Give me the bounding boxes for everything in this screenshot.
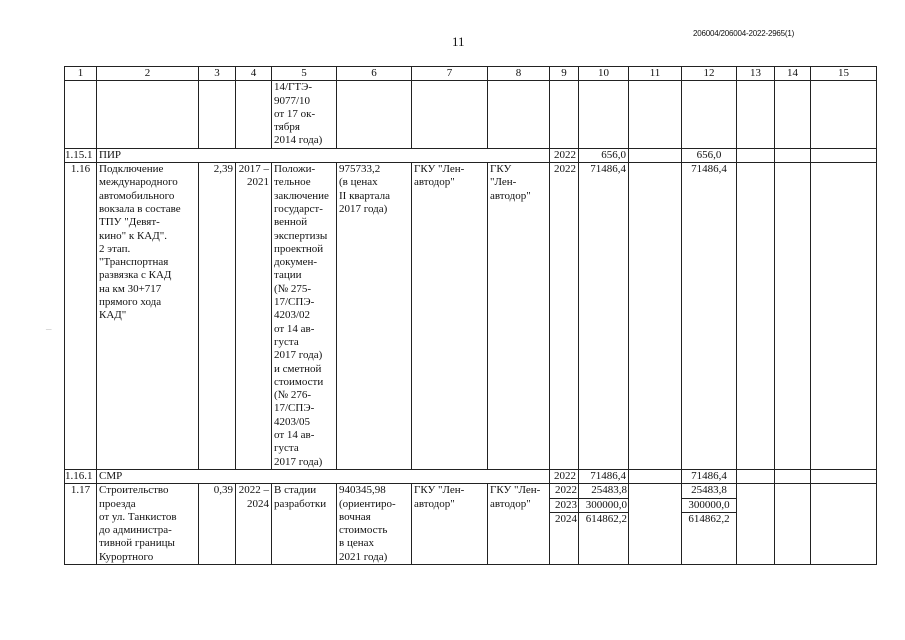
- developer-cell: ГКУ "Лен- автодор": [488, 163, 550, 470]
- amount-cell: 71486,4: [682, 469, 737, 483]
- length-cell: 0,39: [199, 484, 236, 565]
- year-cell: 2024: [555, 512, 577, 525]
- customer-cell: ГКУ "Лен- автодор": [412, 163, 488, 470]
- col-header: 4: [236, 67, 272, 81]
- amount-cell: 25483,8: [579, 484, 628, 498]
- developer-cell: ГКУ "Лен- автодор": [488, 484, 550, 565]
- amount-cell: 656,0: [682, 148, 737, 162]
- col-header: 8: [488, 67, 550, 81]
- amount-column: [682, 484, 737, 565]
- item-number: 1.17: [65, 484, 97, 565]
- col-header: 11: [629, 67, 682, 81]
- amount-cell: 71486,4: [579, 163, 629, 470]
- col-header: 6: [337, 67, 412, 81]
- item-title: Подключение международного автомобильного вокзала в составе ТПУ "Девят- кино" к КАД". 2 этап. "Транспортная развязка с КАД на км 30+717 прямого хода КАД": [97, 163, 199, 470]
- col-header: 13: [737, 67, 775, 81]
- margin-mark: –: [46, 323, 52, 335]
- document-reference: 206004/206004-2022-2965(1): [693, 29, 795, 38]
- amount-cell: 656,0: [579, 148, 629, 162]
- basis-cell: 14/ГТЭ- 9077/10 от 17 ок- тября 2014 года): [272, 81, 337, 148]
- register-table: [64, 66, 877, 565]
- col-header: 2: [97, 67, 199, 81]
- period-cell: 2017 – 2021: [236, 163, 272, 470]
- col-header: 3: [199, 67, 236, 81]
- amount-cell: 614862,2: [585, 512, 627, 525]
- item-number: 1.16.1: [65, 469, 97, 483]
- item-title: СМР: [97, 469, 550, 483]
- amount-cell: 300000,0: [682, 498, 736, 512]
- amount-cell: 614862,2: [688, 512, 730, 525]
- length-cell: 2,39: [199, 163, 236, 470]
- item-number: 1.15.1: [65, 148, 97, 162]
- col-header: 9: [550, 67, 579, 81]
- year-column: [550, 484, 579, 565]
- year-cell: 2022: [550, 163, 579, 470]
- year-cell: 2022: [550, 148, 579, 162]
- year-cell: 2022: [550, 484, 578, 498]
- year-cell: 2023: [550, 498, 578, 512]
- item-title: ПИР: [97, 148, 550, 162]
- table-row-continuation: [65, 81, 877, 148]
- amount-cell: 300000,0: [579, 498, 628, 512]
- table-row-1-16: [65, 163, 877, 470]
- item-number: 1.16: [65, 163, 97, 470]
- period-cell: 2022 – 2024: [236, 484, 272, 565]
- basis-cell: В стадии разработки: [272, 484, 337, 565]
- amount-cell: 71486,4: [579, 469, 629, 483]
- column-number-row: [65, 67, 877, 81]
- col-header: 5: [272, 67, 337, 81]
- year-cell: 2022: [550, 469, 579, 483]
- col-header: 15: [811, 67, 877, 81]
- customer-cell: ГКУ "Лен- автодор": [412, 484, 488, 565]
- cost-cell: 940345,98 (ориентиро- вочная стоимость в ценах 2021 года): [337, 484, 412, 565]
- col-header: 14: [775, 67, 811, 81]
- col-header: 7: [412, 67, 488, 81]
- amount-cell: 71486,4: [682, 163, 737, 470]
- item-title: Строительство проезда от ул. Танкистов до администра- тивной границы Курортного: [97, 484, 199, 565]
- cost-cell: 975733,2 (в ценах II квартала 2017 года): [337, 163, 412, 470]
- col-header: 1: [65, 67, 97, 81]
- col-header: 10: [579, 67, 629, 81]
- amount-column: [579, 484, 629, 565]
- table-row-1-17: [65, 484, 877, 565]
- page-number: 11: [452, 34, 465, 49]
- basis-cell: Положи- тельное заключение государст- венной экспертизы проектной докумен- тации (№ 275- 17/СПЭ- 4203/02 от 14 ав- густа 2017 года) и сметной стоимости (№ 276- 17/СПЭ- 4203/05 от 14 ав- густа 2017 года): [272, 163, 337, 470]
- col-header: 12: [682, 67, 737, 81]
- table-row-1-16-1: [65, 469, 877, 483]
- table-row-1-15-1: [65, 148, 877, 162]
- amount-cell: 25483,8: [682, 484, 736, 498]
